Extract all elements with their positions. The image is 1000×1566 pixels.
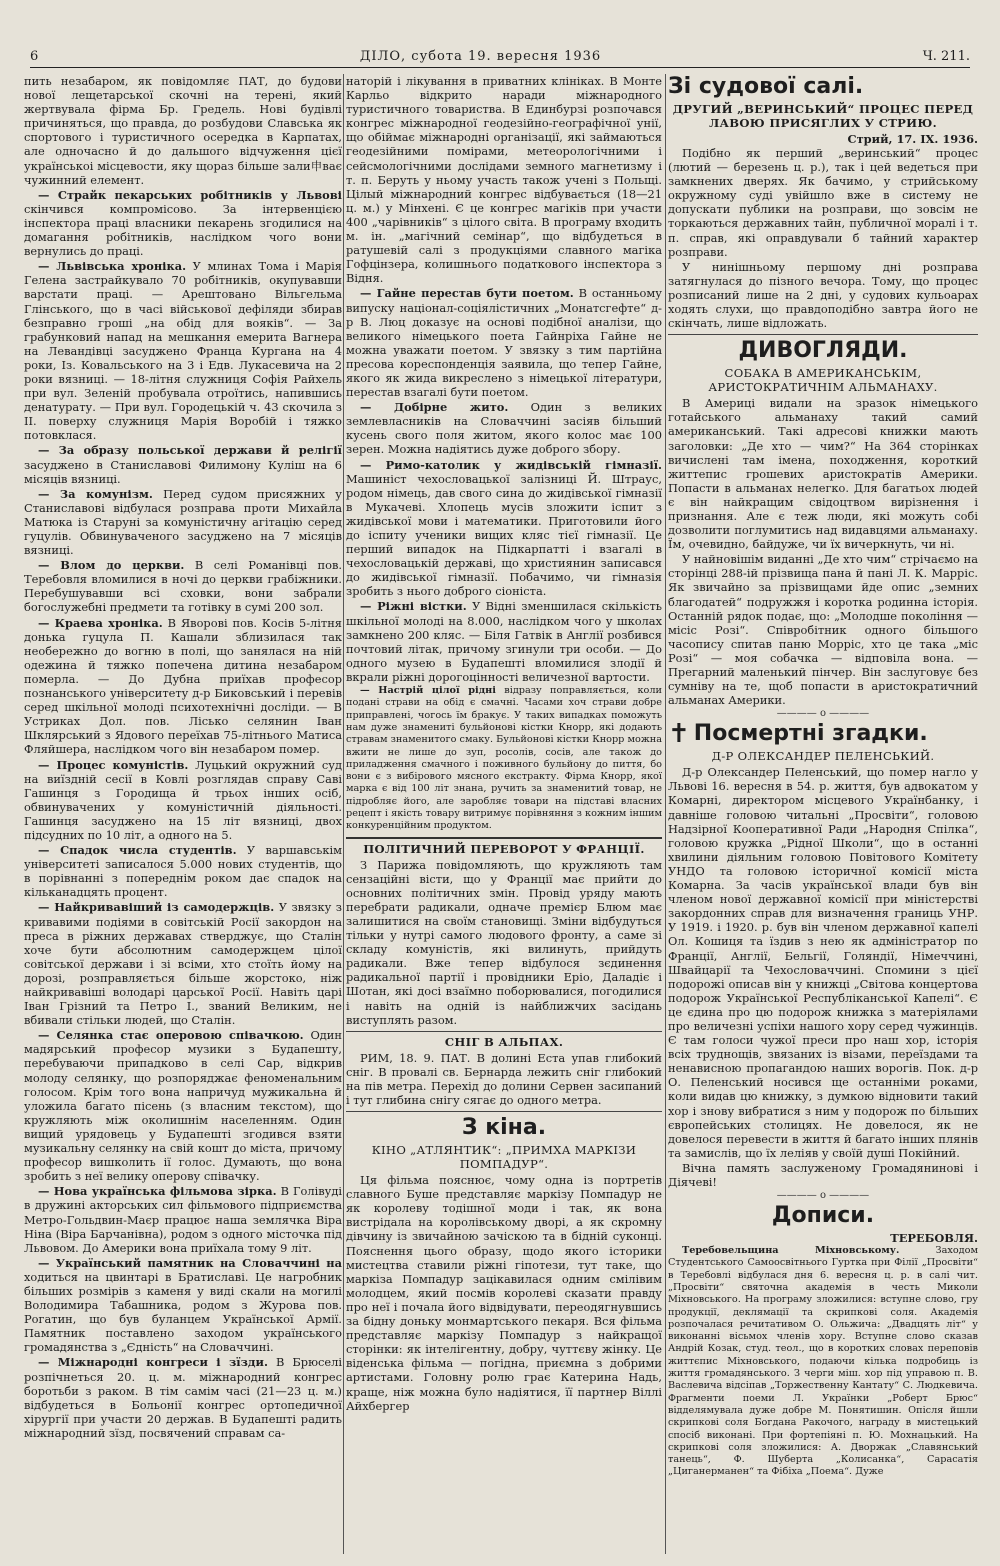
- news-item: [24, 616, 342, 757]
- news-item-body: скінчився компромісово. За інтервенцією інспектора праці власники пекарень згодилися на домагання робітників, наслідком чого вони вернулись до праці.: [24, 201, 342, 259]
- section-body: Подібно як перший „веринський“ процес (лютий — березень ц. р.), так і цей ведеться при замкнених дверях. Як бачимо, у стрийському окружному суді увійшло вже в систему не допускати публики на розправи, що зовсім не торкаються державних тайн, публичної моралі і т. п. справ, які оправдували б тайний характер розправи.: [668, 146, 978, 259]
- section-body: У найновішім виданні „Де хто чим“ стрічаємо на сторінці 288-ій прізвища пана й пані Л. К. Марріс. Як звичайно за прізвищами йде опис „земних благодатей“ подружжя і коротка родинна історія. Останній рядок подає, що: „Молодше покоління — місіс Розі“. Співробітник одного більшого часопису спитав паню Морріс, хто це така „міс Розі“ — моя собачка — відповіла вона. — Прегарний маленький пінчер. Він заслуговує без сумніву на те, щоб попасти в аристократичний альманах Америки.: [668, 552, 978, 708]
- section-body: Ця фільма пояснює, чому одна із портретів славного Буше представляє маркізу Помпадур не як королеву тодішної моди і так, як вона вистрідала на королівському дворі, а як скромну дівчину із звичайною зачіскою та в бідній суконці. Пояснення цього образу, щодо якого історики мистецтва ставили ріжні гіпотези, тут таке, що маркіза Помпадур зацікавилася одним смілівим молодцем, який посмів королеві сказати правду про неї і почала його відвідувати, переодягнувшись за бідну доньку монмартського пекаря. Вся фільма представляє маркізу Помпадур з найкращої сторінки: як інтелігентну, добру, чуттєву жінку. Це віденська фільма — погідна, приємна з добрими артистами. Головну ролю грає Катерина Надь, краще, ніж можна було надіятися, її партнер Віллі Айхбергер: [346, 1173, 662, 1413]
- news-item: [346, 458, 662, 599]
- news-item-body: У звязку з кривавими подіями в совітській Росії закордон на преса в ріжних державах стверджує, що Сталін хоче бути абсолютним самодержцем цілої совітської держави і зі всіми, хто стоїть йому на дорозі, розправляється більше жорстоко, ніж найкривавіші володарі царської Росії. Навіть царі Іван Грізний та Петро І., званий Великим, не вбивали стільки людей, що Сталін.: [24, 900, 342, 1028]
- news-item-body: В Яворові пов. Косів 5-літня донька гуцула П. Кашали зблизилася так необережно до вогню в полі, що занялася на ній одежина й тяжко попечена дитина незабаром померла. — До Дубна приїхав професор познанського університету д-р Биковський і перевів серед шкільної молоді психотехнічні досліди. — В Устриках Дол. пов. Лісько селянин Іван Шклярський з Ядового переїхав 75-літнього Матиса Фляйшера, наслідком чого він незабаром помер.: [24, 615, 342, 757]
- news-item-title: — Нова українська фільмова зірка.: [38, 1184, 277, 1199]
- news-item-title: — Міжнародні конгреси і зїзди.: [38, 1355, 268, 1370]
- news-item: [346, 286, 662, 399]
- section-heading: [668, 719, 978, 750]
- news-item: [24, 1256, 342, 1355]
- divider: [668, 334, 978, 335]
- section-heading: ДИВОГЛЯДИ.: [738, 338, 908, 364]
- column-right: [668, 74, 978, 1554]
- news-item: [24, 188, 342, 258]
- column-left: [24, 74, 342, 1554]
- section-body: [668, 1245, 978, 1479]
- section-heading: Зі судової салі.: [668, 74, 864, 99]
- news-item-body: Перед судом присяжних у Станиславові відбулася розправа проти Михайла Матюка із Старуні за комуністичну агітацію серед гуцулів. Обвинуваченого засуджено на 7 місяців вязниці.: [24, 486, 342, 558]
- section-heading: Дописи.: [771, 1203, 875, 1229]
- section-cinema: [346, 1115, 662, 1413]
- page-header: [30, 40, 970, 68]
- newspaper-title-date: ДІЛО, субота 19. вересня 1936: [359, 49, 602, 64]
- news-item-body: Один мадярський професор музики з Будапешту, перебуваючи припадково в селі Сар, відкрив молоду селянку, що розпоряджає феноменальним голосом. Крім того вона напричуд мужикальна й уложила багато пісень (з власним текстом), що кружляють між околишнім населенням. Один вищий урядовець у Будапешті згодився взяти музикальну селянку на свій кошт до міста, причому професор вишколить ії голос. Думають, що вона зробить з неї велику оперову співачку.: [24, 1028, 342, 1184]
- section-snow: [346, 1035, 662, 1107]
- section-body: З Парижа повідомляють, що кружляють там сензаційні вісти, що у Франції має прийти до основних політичних змін. Провід уряду мають перебрати радикали, одначе премієр Блюм має залишитися на своїм становищі. Зміни відбудуться тільки у нутрі самого людового фронту, а саме зі складу комуністів, які вилинуть, прийдуть радикали. Вже тепер відбулося зєдинення радикальної партії і провідники Еріо, Даладіє і Шотан, які досі взаїмно поборювалися, погодилися і навіть на одній із найближчих засідань виступлять разом.: [346, 857, 662, 1027]
- cross-icon: ✝: [668, 719, 690, 750]
- news-item-body: Луцький окружний суд на виїздній сесії в Ковлі розглядав справу Саві Гашинця з Городища й трьох інших осіб, обвинувачених у комуністичній діяльності. Гашинця засуджено на 15 літ вязниці, двох підсудних по 10 літ, а одного на 5.: [24, 757, 342, 842]
- section-france: [346, 837, 662, 1027]
- section-subheading: Д-Р ОЛЕКСАНДЕР ПЕЛЕНСЬКИЙ.: [711, 749, 935, 764]
- news-item-title: — Найкривавіший із самодержців.: [38, 900, 275, 915]
- news-item: [24, 558, 342, 614]
- news-item: [24, 1355, 342, 1440]
- news-item-title: — Процес комуністів.: [38, 757, 189, 772]
- news-item-title: — Селянка стає оперовою співачкою.: [38, 1028, 304, 1043]
- news-item-title: — Добірне жито.: [360, 400, 509, 415]
- letter-body: Заходом Студентського Самоосвітнього Гуртка при Філії „Просвіти“ в Теребовлі відбулася дня 6. вересня ц. р. в салі чит. „Просвіти“ святочна академія в честь Миколи Міхновського. На програму зложилися: вступне слово, гру продукції, деклямації та скрипкові соля. Академія розпочалася речитативом О. Ольжича: „Двадцять літ“ у виконанні вісьмох членів хору. Вступне слово сказав Андрій Козак, студ. теол., що в коротких словах переповів життєпис Міхновського, подаючи кілька подробиць із життя громадянського. З черги міш. хор під управою п. В. Васлевича відсіпав „Торжественну Кантату“ С. Людкевича. Фрагменти поеми Л. Українки „Роберт Брюс“ відделямувала дуже добре М. Понятишин. Опісля йшли скрипкові соля Богдана Ракочого, награду в мистецький спосіб виконані. При фортепіяні п. Ю. Мохнацький. На скрипкові соля зложилися: А. Дворжак „Славянський танець“, Ф. Шуберта „Колисанка“, Сарасатія „Циганерманен“ та Фібіха „Поема“. Дуже: [668, 1245, 978, 1478]
- separator-ornament: ———— o ————: [776, 1190, 870, 1202]
- news-item-title: — Римо-католик у жидівській гімназії.: [360, 457, 662, 472]
- section-subheading: ДРУГИЙ „ВЕРИНСЬКИЙ“ ПРОЦЕС ПЕРЕД ЛАВОЮ ПРИСЯГЛИХ У СТРИЮ.: [672, 102, 974, 130]
- news-item-body: В Голівуді в дружині акторських сил фільмового підприємства Метро-Гольдвин-Маєр працює наша землячка Віра Ніна (Віра Барчанівна), родом з одного місточка під Львовом. До Америки вона приїхала тому 9 літ.: [24, 1184, 342, 1255]
- section-court: [668, 74, 978, 330]
- section-title: ПОЛІТИЧНИЙ ПЕРЕВОРОТ У ФРАНЦІЇ.: [363, 841, 645, 856]
- section-heading-text: Посмертні згадки.: [693, 721, 928, 747]
- section-obituary: [668, 721, 978, 1189]
- news-item-title: — Спадок числа студентів.: [38, 843, 237, 858]
- section-letters: [668, 1203, 978, 1479]
- news-paragraph: наторій і лікування в приватних клініках. В Монте Карльо відкрито наради міжнародного туристичного товариства. В Единбурзі розпочався конгрес міжнародної геодезійно-географічної унії, що обіймає міжнародні організації, які займаються геодезійними помірами, метеорологічними і сейсмологічними дослідами земного магнетизму і т. п. Беруть у ньому участь також учені з Польщі. Цілый міжнародний конгрес відбувається (18—21 ц. м.) у Мінхені. Є це конгрес магіків при участи 400 „чарівників“ з цілого світа. В програму входить м. ін. „магічний семінар“, що відбудеться в ратушевій салі з продукціями славного магіка Гофцінзера, колишнього податкового інспектора з Відня.: [346, 74, 662, 286]
- news-item: [24, 1184, 342, 1254]
- section-body: У нинішньому першому дні розправа затягнулася до пізного вечора. Тому, що процес розписаний лише на 2 дні, у судових кульоарах ходять слухи, що правдоподібно завтра його не скінчать, лише відложать.: [668, 259, 978, 331]
- news-item-body: ходиться на цвинтарі в Братиславі. Це нагробник більших розмірів з каменя у виді скали на могилі Володимира Табашника, родом з Журова пов. Рогатин, що був буланцем Української Армії. Памятник поставлено заходом українського громадянства з „Єдність“ на Словаччині.: [24, 1269, 342, 1355]
- news-item-body: В останньому випуску націонал-соціялістичних „Монатсгефте“ д-р В. Люц доказує на основі подібної аналізи, що великого німецького поета Гайнріха Гайне не можна уважати поетом. У звязку з тим партійна пресова кореспонденція заявила, що тепер Гайне, якого як жида викреслено з німецької літератури, перестав взагалі бути поетом.: [346, 286, 662, 400]
- news-item-title: — Гайне перестав бути поетом.: [360, 286, 574, 301]
- news-item: [24, 259, 342, 442]
- news-item: [24, 843, 342, 899]
- news-item-title: — За комунізм.: [38, 486, 153, 501]
- news-item-body: В селі Романівці пов. Теребовля вломилися в ночі до церкви грабіжники. Перебушувавши всі сховки, вони забрали богослужебні предмети та готівку в сумі 200 зол.: [24, 558, 342, 615]
- letter-title: Теребовельщина Міхновському.: [682, 1245, 900, 1257]
- advertisement-item: [346, 685, 662, 833]
- news-item: [24, 443, 342, 485]
- separator-ornament: ———— o ————: [776, 708, 870, 720]
- news-item: [24, 1028, 342, 1183]
- news-item: [346, 400, 662, 456]
- news-item-title: — Український памятник на Словаччині на: [38, 1255, 342, 1270]
- news-item-title: — Краева хроніка.: [38, 615, 163, 630]
- news-item-body: засуджено в Станиславові Филимону Куліш на 6 місяців вязниці.: [24, 457, 342, 486]
- news-item-title: — Львівська хроніка.: [38, 259, 187, 274]
- news-item-body: У Відні зменшилася скількість шкільної молоді на 8.000, наслідком чого у школах замкнено 200 кляс. — Біля Гатвік в Англії розбився почтовий літак, причому згинули три особи. — До одного музею в Будапешті вломилися злодії й вкрали ріжні дорогоцінності величезної вартости.: [346, 599, 662, 684]
- news-item: [346, 599, 662, 684]
- news-item: [24, 487, 342, 557]
- column-divider: [665, 74, 666, 1554]
- news-item-body: Машиніст чехословацької залізниці Й. Штраус, родом німець, дав свого сина до жидівської гімназії в Мукачеві. Хлопець мусів зложити іспит з жидівської мови і математики. Приготовили його до іспиту ученики вищих кляс тієї гімназії. Це перший випадок на Підкарпатті і взагалі в чехословацькій державі, що християнин записався до жидівської гімназії. Побачимо, чи гімназія зробить з нього доброго сіоніста.: [346, 471, 662, 599]
- news-item-title: — Влом до церкви.: [38, 558, 185, 573]
- news-item-body: В Брюселі розпічнеться 20. ц. м. міжнародний конгрес боротьби з раком. В тім самім часі (21—23 ц. м.) відбудеться в Больонії конгрес ортопедичної хірургії при участи 20 держав. В Будапешті радить міжнародний зїзд, посвячений справам са-: [24, 1355, 342, 1440]
- section-subheading: СОБАКА В АМЕРИКАНСЬКІМ, АРИСТОКРАТИЧНІМ АЛЬМАНАХУ.: [708, 366, 938, 395]
- divider: [346, 1031, 662, 1032]
- ad-title: — Настрій цілої рідні: [360, 685, 496, 697]
- ad-body: відразу поправляється, коли подані страви на обід є смачні. Часами хоч страви добре приправлені, чогось їм бракує. У таких випадках поможуть нам дуже знамениті бульйонові кістки Кнорр, які додають стравам знаменитого смаку. Бульйонові кістки Кнорр можна вжити не лише до зуп, росолів, сосів, але також до приладження смачного і поживного бульйону до пиття, бо вони є з вибірового мясного екстракту. Фірма Кнорр, якої марка є від 100 літ знана, ручить за знаменитий товар, не підробляє його, але заробляє товари на підставі власних рецепт і якість товару витримує порівняння з кожним іншим конкуренційним продуктом.: [346, 685, 662, 832]
- news-paragraph: пить незабаром, як повідомляє ПАТ, до будови нової лещетарської скочні на терені, який жертвувала фірма Бр. Гредель. Нові будівлі причиняться, що правда, до розбудови Славська як спортового і туристичного осередка в Карпатах, але одночасно й до дальшого відчуження цієї українськоі місцевости, яку щораз більше зали申ває чужинний елемент.: [24, 74, 342, 187]
- section-body: В Америці видали на зразок німецького готайського альманаху такий самий американський. Такі адресові книжки мають заголовки: „Де хто — чим?“ На 364 сторінках вичислені там імена, походження, короткий життепис грошевих аристократів Америки. Попасти в альманах нелегко. Для багатьох людей є він найкращим свідоцтвом вирізнення і признання. Але є теж люди, які можуть собі дозволити поглумитись над видавцями альманаху. Їм, очевидно, байдуже, чи їх вичеркнуть, чи ні.: [668, 396, 978, 552]
- section-title: СНІГ В АЛЬПАХ.: [444, 1034, 564, 1049]
- news-item-body: У варшавськім університеті записалося 5.000 нових студентів, що в порівнанні з попереднім роком дає спадок на кільканадцять процент.: [24, 843, 342, 900]
- section-curiosities: [668, 338, 978, 707]
- news-item: [24, 900, 342, 1027]
- section-body: Вічна память заслуженому Громадянинові і Діячеві!: [668, 1160, 978, 1189]
- news-item-title: — За образу польської держави й релігії: [38, 443, 342, 458]
- place-name: ТЕРЕБОВЛЯ.: [890, 1231, 978, 1246]
- news-item: [24, 758, 342, 843]
- news-item-title: — Ріжні вістки.: [360, 599, 467, 614]
- dateline: Стрий, 17. IX. 1936.: [847, 132, 978, 146]
- section-subheading: КІНО „АТЛЯНТИК“: „ПРИМХА МАРКІЗИ ПОМПАДУР“.: [371, 1143, 637, 1172]
- news-item-body: Один з великих землевласників на Словаччині засіяв більший кусень свого поля житом, якого колос має 100 зерен. Можна надіятись дуже доброго збору.: [346, 400, 662, 457]
- section-body: РИМ, 18. 9. ПАТ. В долині Еста упав глибокий сніг. В провалі св. Бернарда лежить сніг глибокий на пів метра. Перехід до долини Сервен засипаний і тут глибина снігу сягає до одного метра.: [346, 1050, 662, 1107]
- divider: [346, 1111, 662, 1112]
- news-item-title: — Страйк пекарських робітників у Львові: [38, 187, 342, 202]
- page-number: 6: [30, 49, 39, 64]
- column-middle: [346, 74, 662, 1554]
- issue-number: Ч. 211.: [922, 49, 970, 64]
- column-divider: [343, 74, 344, 1554]
- section-heading: З кіна.: [461, 1115, 547, 1141]
- section-body: Д-р Олександер Пеленський, що помер нагло у Львові 16. вересня в 54. р. життя, був адвокатом у Комарні, директором місцевого Українбанку, і давніше головою читальні „Просвіти“, головою Надзірної Кооперативної Ради „Народня Спілка“, головою кружка „Рідної Школи“, що в останні хвилини діяльним головою Повітового Комітету УНДО та головою історичної комісії міста Комарна. За часів української влади був він членом нової державної комісії при міністерстві закордонних справ для визначення границь УНР. У 1919. і 1920. р. був він членом державної капелі Ол. Кошиця та їздив з нею як адміністратор по Франції, Англії, Бельгії, Голяндії, Німеччині, Швайцарії та Чехословаччині. Спомини з цієї подорожі описав він у книжці „Світова концертова подорож Української Республіканської Капелі“. Є це єдина про цю подорож книжка з матеріялами про величезні успіхи нашого хору серед чужинців. Є там голоси чужої преси про наш хор, історія всіх труднощів, звязаних із візами, переїздами та ненависною пропагандою наших ворогів. Пок. д-р О. Пеленський носився ще останніми роками, коли видав цю книжку, з думкою відновити такий хор і знову вибратися з ним у подорож по більших європейських столицях. Не довелося, як не довелося перевести в життя й багато інших плянів та замислів, що їх леліяв у своїй душі Покійний.: [668, 765, 978, 1160]
- news-item-body: У млинах Тома і Марія Гелена застрайкувало 70 робітників, окупувавши варстати праці. — Арештовано Вільгельма Глінського, що в часі військової дефіляди збирав безправно гроші „на обід для вояків“. — За грабунковий напад на мешкання емерита Вагнера на Левандівці засуджено Франца Кургана на 4 роки, Із. Ковальського на 3 і Едв. Лукасевича на 2 роки вязниці. — 18-літня служниця Софія Райхель при вул. Зеленій пробувала отроїтись, напившись денатурату. — При вул. Городецькій ч. 43 скочила з II. поверху служниця Марія Воробій і тяжко потовклася.: [24, 259, 342, 443]
